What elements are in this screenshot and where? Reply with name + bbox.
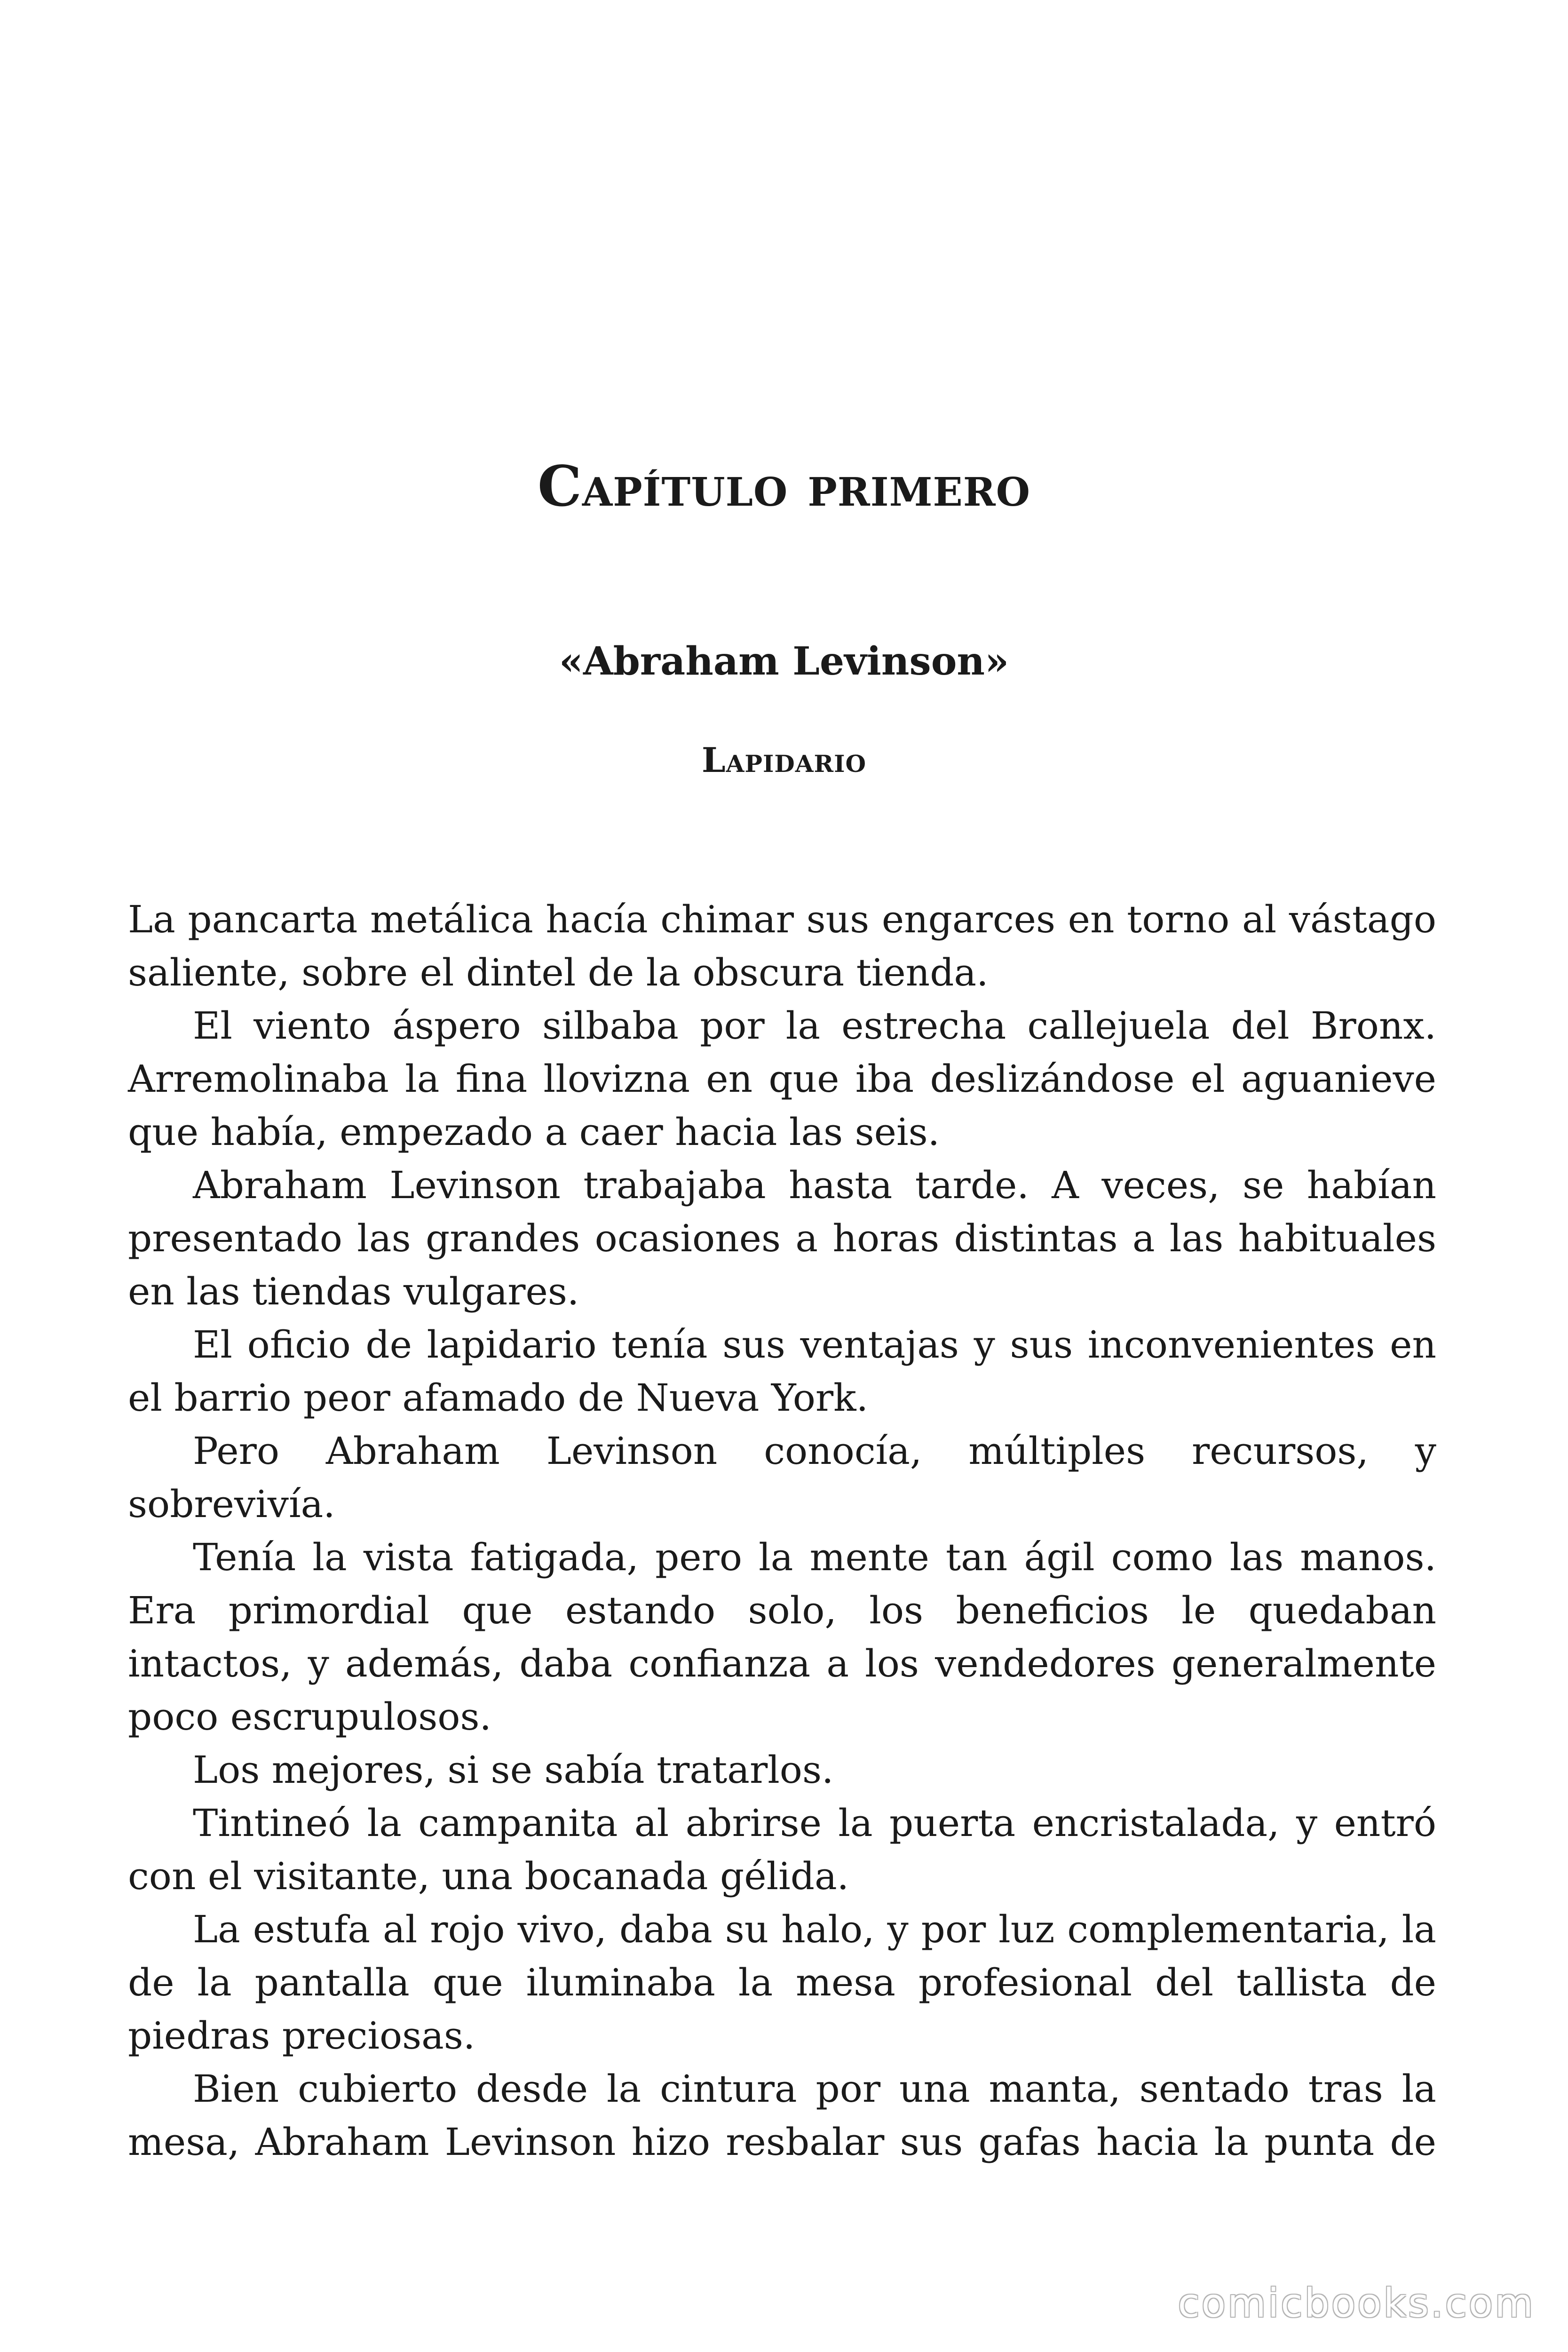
paragraph: Bien cubierto desde la cintura por una manta, sentado tras la mesa, Abraham Levinson hizo resbalar sus gafas hacia la punta de <box>128 2067 1436 2164</box>
paragraph: Tenía la vista fatigada, pero la mente tan ágil como las manos. Era primordial que estando solo, los beneficios le quedaban intactos, y además, daba confianza a los vendedores generalmente poco escrupulosos. <box>128 1535 1436 1739</box>
paragraph: Los mejores, si se sabía tratarlos. <box>193 1748 834 1792</box>
chapter-subtitle: «Abraham Levinson» <box>559 639 1009 684</box>
paragraph: Pero Abraham Levinson conocía, múltiples recursos, y sobrevivía. <box>128 1429 1436 1526</box>
chapter-title: Capítulo primero <box>537 453 1031 519</box>
chapter-subheading: Lapidario <box>701 740 867 780</box>
paragraph: El viento áspero silbaba por la estrecha callejuela del Bronx. Arremolinaba la fina llovizna en que iba deslizándose el aguanieve que había, empezado a caer hacia las seis. <box>128 1004 1436 1154</box>
body-text <box>128 893 1436 2169</box>
paragraph: La pancarta metálica hacía chimar sus engarces en torno al vástago saliente, sobre el dintel de la obscura tienda. <box>128 898 1436 994</box>
paragraph: La estufa al rojo vivo, daba su halo, y por luz complementaria, la de la pantalla que iluminaba la mesa profesional del tallista de piedras preciosas. <box>128 1907 1436 2058</box>
watermark: comicbooks.com <box>1178 2280 1535 2326</box>
paragraph: El oficio de lapidario tenía sus ventajas y sus inconvenientes en el barrio peor afamado de Nueva York. <box>128 1323 1436 1420</box>
paragraph: Abraham Levinson trabajaba hasta tarde. A veces, se habían presentado las grandes ocasiones a horas distintas a las habituales en las tiendas vulgares. <box>128 1163 1436 1313</box>
paragraph: Tintineó la campanita al abrirse la puerta encristalada, y entró con el visitante, una bocanada gélida. <box>128 1801 1436 1898</box>
